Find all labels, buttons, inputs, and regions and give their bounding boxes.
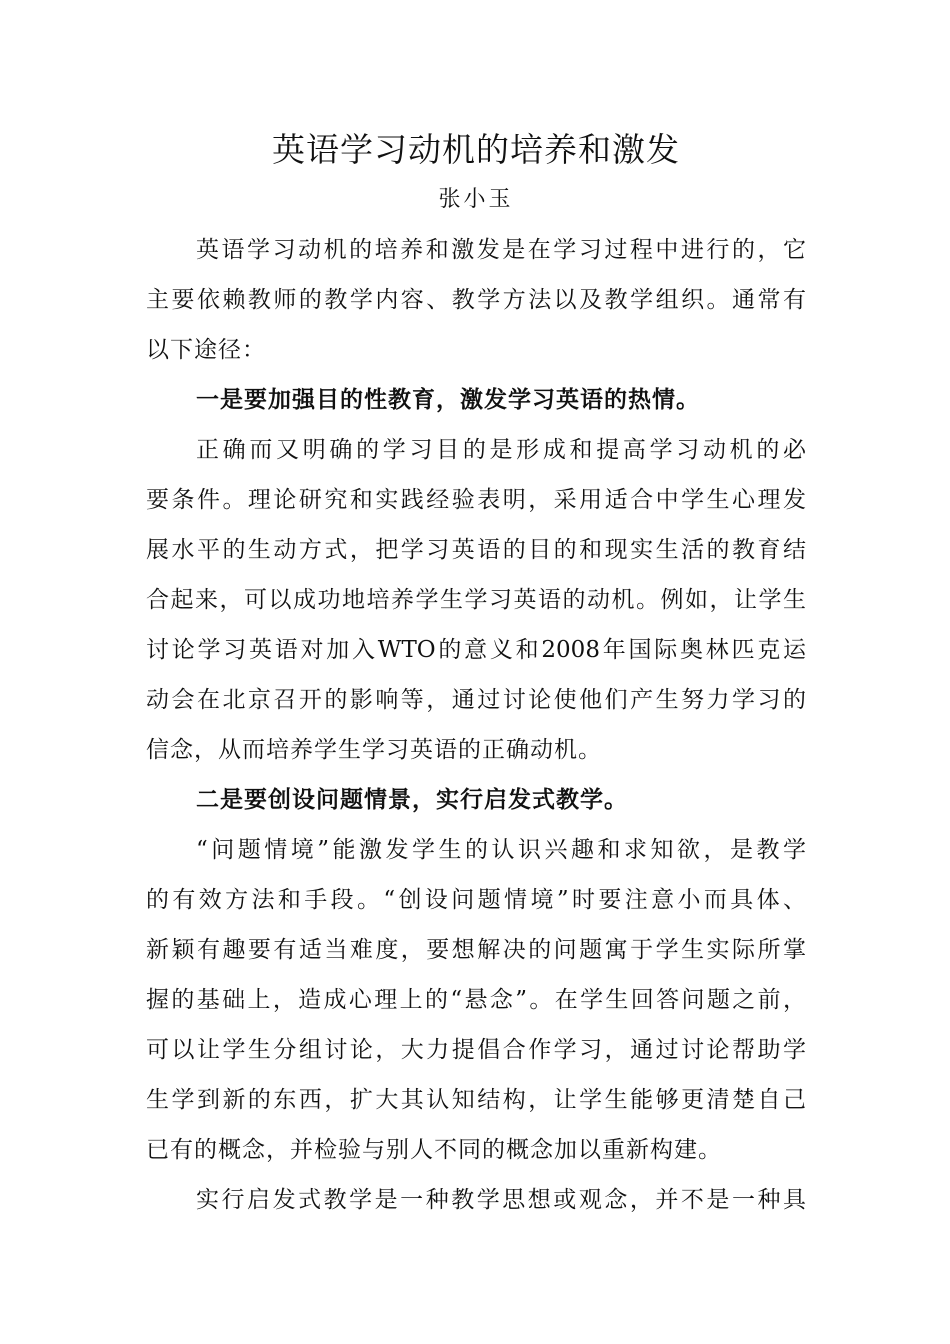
paragraph-line: “问题情境”能激发学生的认识兴趣和求知欲，是教学 bbox=[196, 837, 806, 863]
paragraph-line: 生学到新的东西，扩大其认知结构，让学生能够更清楚自己 bbox=[146, 1087, 806, 1113]
paragraph-line: 新颖有趣要有适当难度，要想解决的问题寓于学生实际所掌 bbox=[146, 937, 806, 963]
author-name: 张小玉 bbox=[438, 187, 514, 212]
paragraph-line: 可以让学生分组讨论，大力提倡合作学习，通过讨论帮助学 bbox=[146, 1037, 806, 1063]
paragraph-line: 以下途径： bbox=[146, 337, 266, 363]
paragraph-line: 实行启发式教学是一种教学思想或观念，并不是一种具 bbox=[196, 1187, 806, 1213]
paragraph-line: 主要依赖教师的教学内容、教学方法以及教学组织。通常有 bbox=[146, 287, 806, 313]
paragraph-line: 合起来，可以成功地培养学生学习英语的动机。例如，让学生 bbox=[146, 587, 806, 613]
paragraph-line: 讨论学习英语对加入WTO的意义和2008年国际奥林匹克运 bbox=[146, 637, 806, 663]
paragraph-line: 握的基础上，造成心理上的“悬念”。在学生回答问题之前， bbox=[146, 987, 806, 1013]
document-body bbox=[146, 225, 806, 1225]
paragraph-line: 的有效方法和手段。“创设问题情境”时要注意小而具体、 bbox=[146, 887, 806, 913]
paragraph-line: 英语学习动机的培养和激发是在学习过程中进行的，它 bbox=[196, 237, 806, 263]
document-title: 英语学习动机的培养和激发 bbox=[272, 130, 680, 169]
section-heading: 一是要加强目的性教育，激发学习英语的热情。 bbox=[196, 386, 700, 413]
paragraph-line: 动会在北京召开的影响等，通过讨论使他们产生努力学习的 bbox=[146, 687, 806, 713]
paragraph-line: 已有的概念，并检验与别人不同的概念加以重新构建。 bbox=[146, 1137, 722, 1163]
paragraph-line: 信念，从而培养学生学习英语的正确动机。 bbox=[146, 737, 602, 763]
paragraph-line: 正确而又明确的学习目的是形成和提高学习动机的必 bbox=[196, 437, 806, 463]
section-heading: 二是要创设问题情景，实行启发式教学。 bbox=[196, 786, 628, 813]
paragraph-line: 要条件。理论研究和实践经验表明，采用适合中学生心理发 bbox=[146, 487, 806, 513]
paragraph-line: 展水平的生动方式，把学习英语的目的和现实生活的教育结 bbox=[146, 537, 806, 563]
